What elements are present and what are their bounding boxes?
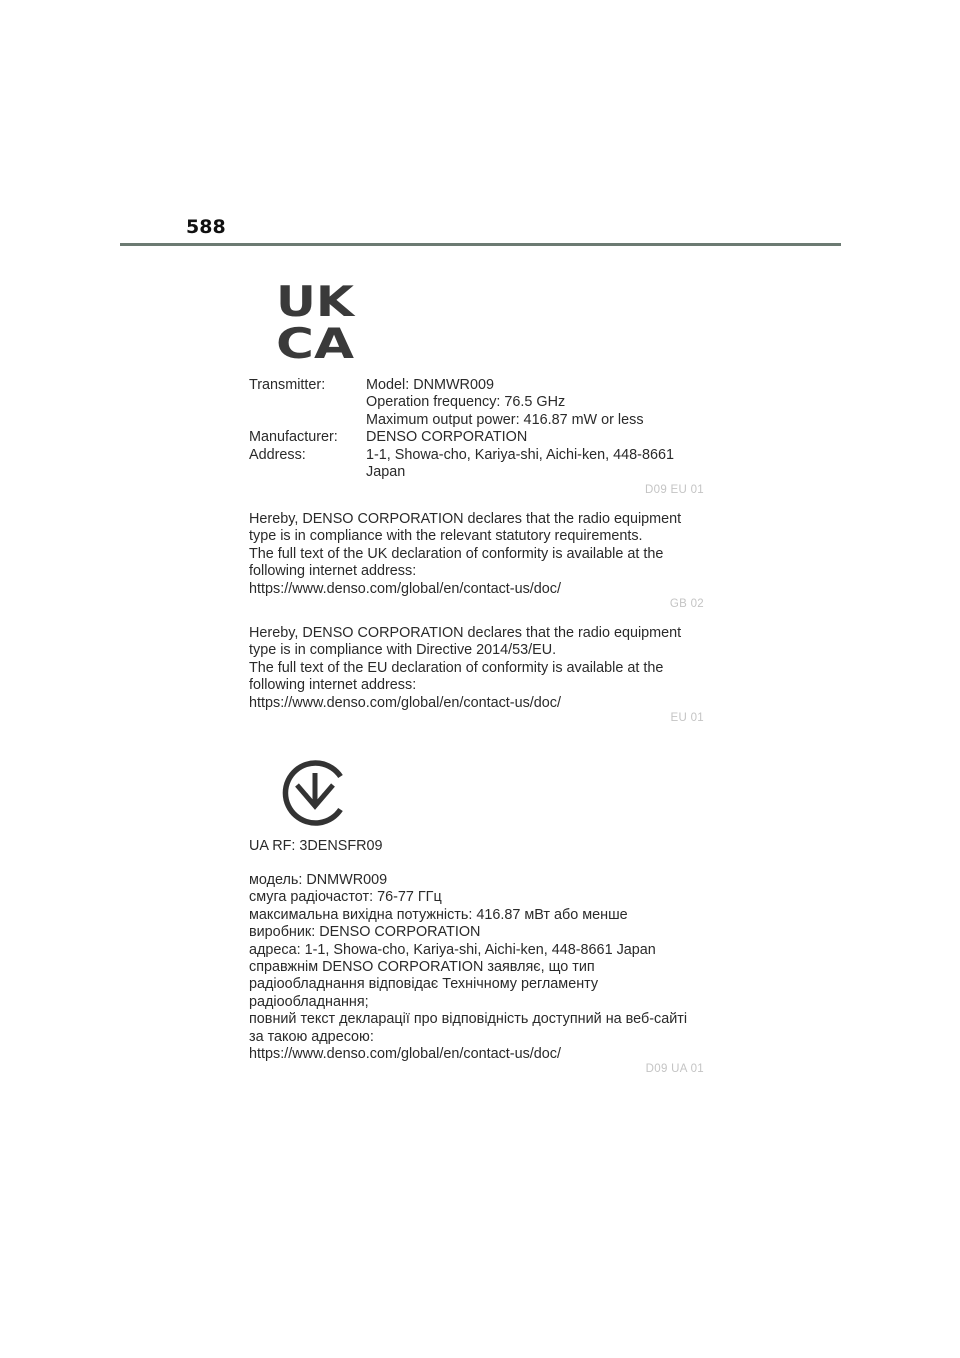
uk-declaration xyxy=(249,511,681,598)
spec-label xyxy=(249,464,366,481)
ua-rf-line xyxy=(249,838,383,855)
spec-row xyxy=(249,394,674,411)
declaration-line: адреса: 1-1, Showa-cho, Kariya-shi, Aichi-ken, 448-8661 Japan xyxy=(249,941,656,958)
page-number: 588 xyxy=(186,216,226,238)
declaration-url: https://www.denso.com/global/en/contact-us/doc/ xyxy=(249,694,561,711)
declaration-line: following internet address: xyxy=(249,563,417,580)
spec-label xyxy=(249,394,366,411)
declaration-line: повний текст декларації про відповідність доступний на веб-сайті xyxy=(249,1011,688,1028)
spec-value: Model: DNMWR009 xyxy=(366,377,494,393)
declaration-line: смуга радіочастот: 76-77 ГГц xyxy=(249,889,442,906)
spec-value: Japan xyxy=(366,464,406,481)
ukca-mark-text-bottom: CA xyxy=(276,319,355,360)
ukca-mark-icon xyxy=(276,282,356,360)
spec-row xyxy=(249,429,674,446)
declaration-line: радіообладнання відповідає Технічному регламенту xyxy=(249,976,599,993)
reference-code: EU 01 xyxy=(670,712,704,724)
spec-value: DENSO CORPORATION xyxy=(366,429,528,446)
header-rule xyxy=(120,243,841,246)
reference-code: D09 UA 01 xyxy=(645,1063,704,1075)
transmitter-spec-table xyxy=(249,377,674,481)
spec-row xyxy=(249,464,674,481)
eu-declaration xyxy=(249,625,681,712)
spec-row xyxy=(249,447,674,464)
ua-declaration xyxy=(249,872,687,1063)
spec-row xyxy=(249,412,674,429)
declaration-line: виробник: DENSO CORPORATION xyxy=(249,924,481,941)
declaration-line: type is in compliance with Directive 2014/53/EU. xyxy=(249,642,557,659)
spec-label xyxy=(249,412,366,429)
ukca-mark-text-top: UK xyxy=(276,282,356,326)
declaration-line: модель: DNMWR009 xyxy=(249,872,388,888)
declaration-line: за такою адресою: xyxy=(249,1028,374,1045)
declaration-line: The full text of the EU declaration of conformity is available at the xyxy=(249,659,664,676)
declaration-line: Hereby, DENSO CORPORATION declares that the radio equipment xyxy=(249,511,682,527)
spec-label: Address: xyxy=(249,446,306,463)
declaration-line: справжнім DENSO CORPORATION заявляє, що тип xyxy=(249,959,595,976)
declaration-line: максимальна вихідна потужність: 416.87 мВт або менше xyxy=(249,906,628,923)
declaration-line: type is in compliance with the relevant statutory requirements. xyxy=(249,528,643,545)
declaration-line: Hereby, DENSO CORPORATION declares that the radio equipment xyxy=(249,625,682,641)
spec-label: Manufacturer: xyxy=(249,429,338,446)
spec-value: Operation frequency: 76.5 GHz xyxy=(366,394,566,411)
ua-rf: UA RF: 3DENSFR09 xyxy=(249,838,383,854)
spec-label: Transmitter: xyxy=(249,377,326,393)
spec-value: Maximum output power: 416.87 mW or less xyxy=(366,411,644,428)
reference-code: D09 EU 01 xyxy=(645,484,704,496)
declaration-line: following internet address: xyxy=(249,677,417,694)
reference-code: GB 02 xyxy=(669,598,704,610)
declaration-line: радіообладнання; xyxy=(249,993,369,1010)
declaration-url: https://www.denso.com/global/en/contact-us/doc/ xyxy=(249,1046,561,1063)
spec-value: 1-1, Showa-cho, Kariya-shi, Aichi-ken, 448-8661 xyxy=(366,446,674,463)
declaration-url: https://www.denso.com/global/en/contact-us/doc/ xyxy=(249,580,561,597)
ua-conformity-mark-icon xyxy=(280,758,350,828)
spec-row xyxy=(249,377,674,394)
declaration-line: The full text of the UK declaration of conformity is available at the xyxy=(249,545,664,562)
